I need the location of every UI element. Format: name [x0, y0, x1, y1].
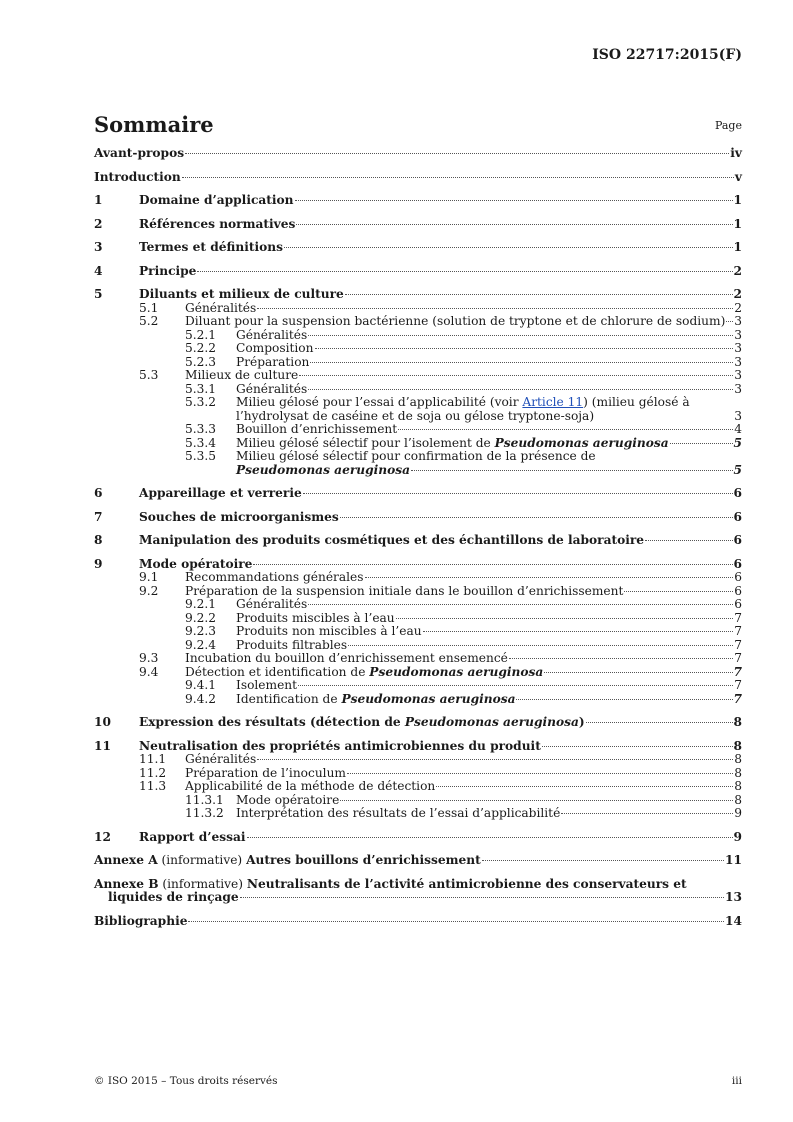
table-of-contents [94, 147, 742, 928]
species-name: Pseudomonas aeruginosa [369, 664, 544, 679]
toc-entry-title [185, 767, 346, 781]
dot-leader [516, 699, 732, 700]
toc-entry-number: 9.4.1 [185, 678, 217, 692]
toc-entry-title [139, 241, 283, 255]
toc-entry-title [94, 147, 184, 161]
toc-entry[interactable] [94, 558, 742, 572]
toc-entry-title-text: Diluants et milieux de culture [139, 287, 344, 301]
annex-note: (informative) [158, 876, 247, 891]
toc-entry-number: 5.3 [139, 368, 159, 382]
toc-entry-title-text: Mode opératoire [139, 556, 253, 571]
toc-entry-page: 3 [734, 381, 742, 396]
dot-leader [509, 658, 733, 659]
toc-entry-number: 11.3.1 [185, 792, 224, 807]
dot-leader [645, 540, 732, 541]
toc-entry-page: 6 [733, 486, 742, 500]
toc-entry-number: 12 [94, 829, 111, 844]
toc-entry-number: 11.2 [139, 765, 167, 780]
toc-entry-title-text: Généralités [185, 752, 257, 766]
toc-entry-title [236, 342, 314, 356]
toc-entry-number: 6 [94, 486, 103, 500]
dot-leader [185, 153, 729, 154]
toc-entry[interactable] [94, 585, 742, 599]
toc-entry[interactable] [94, 315, 742, 329]
toc-entry[interactable] [94, 342, 742, 356]
toc-entry-page: 8 [733, 738, 742, 753]
toc-entry-title [139, 265, 196, 279]
toc-entry-title [236, 437, 669, 451]
dot-leader [544, 672, 732, 673]
toc-entry-title [94, 854, 481, 868]
toc-entry[interactable] [94, 423, 742, 437]
toc-entry-number: 7 [94, 509, 103, 524]
page-number: iii [731, 1075, 742, 1087]
toc-entry-title-text: Recommandations générales [185, 570, 364, 584]
toc-entry-page: 8 [734, 779, 742, 793]
toc-entry-title [185, 780, 435, 794]
dot-leader [295, 200, 733, 201]
dot-leader [398, 429, 733, 430]
toc-entry-title [185, 302, 256, 316]
toc-entry-number: 9.2.4 [185, 637, 217, 652]
toc-entry-title-text: Références normatives [139, 216, 296, 231]
toc-entry-title-text: Expression des résultats (détection de [139, 715, 405, 729]
toc-entry-page: 3 [734, 368, 742, 382]
toc-entry-page: 8 [734, 792, 742, 807]
toc-entry[interactable] [94, 612, 742, 626]
annex-note: (informative) [157, 853, 247, 867]
species-name: Pseudomonas aeruginosa [494, 435, 669, 450]
toc-entry-number: 5.1 [139, 300, 159, 315]
toc-entry-title [94, 878, 742, 892]
toc-entry-title-text: Bibliographie [94, 913, 188, 928]
species-name: Pseudomonas aeruginosa [236, 462, 411, 477]
toc-entry-page: 3 [734, 408, 742, 423]
toc-entry-number: 9.4 [139, 664, 159, 679]
toc-entry-title [236, 794, 339, 808]
dot-leader [308, 604, 733, 605]
toc-entry-number: 5.3.3 [185, 422, 217, 436]
dot-leader [542, 746, 733, 747]
toc-title: Sommaire [94, 112, 214, 137]
toc-entry-title-text: Neutralisants de l’activité antimicrobienne des conservateurs et [246, 876, 687, 891]
toc-entry-page: 3 [734, 314, 742, 328]
toc-entry-number: 9.1 [139, 570, 159, 584]
toc-entry-number: 5.2.3 [185, 354, 217, 369]
page-column-label: Page [714, 119, 742, 132]
toc-entry-title [94, 171, 181, 185]
dot-leader [340, 517, 733, 518]
dot-leader [303, 493, 733, 494]
toc-entry-title [139, 558, 252, 572]
toc-entry-page: v [734, 169, 742, 184]
toc-entry-number: 9 [94, 556, 103, 571]
species-name: Pseudomonas aeruginosa [341, 691, 516, 706]
toc-entry-page: 7 [734, 678, 742, 692]
toc-entry-title-text: Milieu gélosé sélectif pour l’isolement de [236, 435, 495, 450]
toc-entry-title-text: Introduction [94, 169, 181, 184]
toc-entry-page: 7 [734, 624, 742, 638]
toc-entry-title [236, 450, 742, 464]
toc-entry-number: 1 [94, 193, 103, 207]
toc-entry[interactable] [94, 288, 742, 302]
dot-leader [347, 773, 733, 774]
toc-entry-page: 8 [734, 765, 742, 780]
dot-leader [340, 800, 733, 801]
toc-entry-number: 8 [94, 533, 103, 547]
toc-entry[interactable] [94, 356, 742, 370]
toc-entry-page: 2 [734, 300, 742, 315]
toc-entry[interactable] [94, 807, 742, 821]
toc-entry-title [139, 716, 585, 730]
toc-entry-page: 6 [733, 509, 742, 524]
toc-entry[interactable] [94, 396, 742, 423]
toc-entry-title-text: Généralités [236, 381, 308, 396]
toc-entry-title [236, 693, 515, 707]
toc-entry-page: 9 [733, 829, 742, 844]
toc-entry-number: 5 [94, 287, 103, 301]
toc-entry[interactable] [94, 383, 742, 397]
toc-entry-title-text: Identification de [236, 691, 342, 706]
toc-entry[interactable] [94, 218, 742, 232]
toc-entry-number: 2 [94, 216, 103, 231]
toc-entry-page: 3 [734, 354, 742, 369]
toc-entry[interactable] [94, 437, 742, 451]
toc-entry-page: 1 [733, 193, 742, 207]
toc-entry-page: 3 [734, 327, 742, 342]
toc-entry-page: 2 [733, 287, 742, 301]
toc-entry-title [236, 625, 422, 639]
toc-entry-number: 5.3.1 [185, 381, 217, 396]
toc-entry-title [139, 740, 541, 754]
toc-entry-title-text: Avant-propos [94, 146, 185, 160]
toc-entry-title-text: Produits non miscibles à l’eau [236, 624, 422, 638]
annex-label: Annexe B [94, 876, 159, 891]
toc-entry[interactable] [94, 147, 742, 161]
toc-entry-page: 6 [733, 556, 742, 571]
toc-entry-number: 11.3 [139, 779, 167, 793]
toc-entry-page: 9 [734, 806, 742, 820]
toc-entry[interactable] [94, 716, 742, 730]
toc-entry-title-text: Diluant pour la suspension bactérienne (solution de tryptone et de chlorure de sodium) [185, 314, 726, 328]
dot-leader [726, 321, 733, 322]
toc-entry-title [139, 194, 294, 208]
dot-leader [436, 786, 733, 787]
dot-leader [308, 335, 733, 336]
toc-entry-title-text: Préparation de la suspension initiale dans le bouillon d’enrichissement [185, 583, 624, 598]
toc-entry-title [236, 679, 297, 693]
toc-entry-title-text: Isolement [236, 678, 298, 692]
toc-entry-title-text: Domaine d’application [139, 193, 294, 207]
toc-entry[interactable] [94, 753, 742, 767]
toc-entry-title-text: Préparation [236, 354, 310, 369]
toc-entry-title [185, 652, 508, 666]
toc-entry-title [236, 356, 309, 370]
toc-entry-title [236, 396, 742, 423]
toc-entry-number: 10 [94, 715, 111, 729]
toc-entry-title-text: Applicabilité de la méthode de détection [185, 779, 436, 793]
dot-leader [298, 685, 733, 686]
toc-entry-title [236, 612, 395, 626]
toc-entry-title-text: Milieu gélosé sélectif pour confirmation de la présence de [236, 449, 596, 463]
toc-entry-page: 2 [733, 263, 742, 278]
document-id: ISO 22717:2015(F) [592, 47, 742, 63]
toc-entry-title [139, 831, 246, 845]
dot-leader [182, 177, 734, 178]
toc-entry-page: 7 [733, 691, 742, 706]
toc-entry-title [185, 571, 364, 585]
toc-entry-title [139, 511, 339, 525]
toc-entry[interactable] [94, 171, 742, 185]
toc-entry-page: 7 [734, 651, 742, 665]
toc-entry-title [139, 288, 344, 302]
toc-entry-number: 3 [94, 240, 103, 254]
toc-entry-number: 9.3 [139, 651, 159, 665]
toc-entry-title-text: Souches de microorganismes [139, 509, 339, 524]
toc-entry-number: 5.2 [139, 314, 159, 328]
toc-entry-number: 9.4.2 [185, 691, 217, 706]
toc-entry-number: 5.3.2 [185, 395, 217, 409]
toc-entry-title [185, 585, 623, 599]
toc-entry-title [236, 329, 307, 343]
toc-entry[interactable] [94, 652, 742, 666]
toc-entry-title [185, 666, 543, 680]
toc-entry[interactable] [94, 534, 742, 548]
annex-label: Annexe A [94, 853, 158, 867]
toc-entry-title [236, 383, 307, 397]
toc-entry-number: 5.2.2 [185, 341, 217, 355]
toc-entry-title-text: Termes et définitions [139, 240, 283, 254]
toc-entry[interactable] [94, 571, 742, 585]
toc-entry-page: 8 [733, 715, 742, 729]
toc-entry-title-text: Mode opératoire [236, 792, 340, 807]
toc-entry-number: 5.2.1 [185, 327, 217, 342]
toc-entry-title-text: Neutralisation des propriétés antimicrobiennes du produit [139, 738, 541, 753]
toc-entry-title-text: Milieu gélosé pour l’essai d’applicabilité (voir [236, 395, 523, 409]
toc-entry[interactable] [94, 241, 742, 255]
dot-leader [299, 375, 733, 376]
dot-leader [257, 308, 733, 309]
toc-entry-title [236, 639, 347, 653]
toc-entry-title [236, 598, 307, 612]
toc-entry-page: 7 [734, 637, 742, 652]
toc-entry[interactable] [94, 625, 742, 639]
dot-leader [247, 837, 733, 838]
toc-entry-title-text: Appareillage et verrerie [139, 486, 302, 500]
article-link[interactable]: Article 11 [522, 395, 584, 409]
dot-leader [670, 443, 733, 444]
toc-entry-number: 9.2.3 [185, 624, 217, 638]
toc-entry-page: 5 [733, 435, 742, 450]
toc-entry[interactable] [94, 693, 742, 707]
toc-entry-page: 3 [734, 341, 742, 355]
toc-entry-number: 9.2.2 [185, 610, 217, 625]
toc-entry-title-text: Produits filtrables [236, 637, 348, 652]
toc-entry[interactable] [94, 639, 742, 653]
toc-entry-number: 11.3.2 [185, 806, 224, 820]
toc-entry-title-text: Rapport d’essai [139, 829, 246, 844]
toc-entry-number: 11.1 [139, 752, 167, 766]
dot-leader [411, 470, 733, 471]
toc-entry-title-text: Détection et identification de [185, 664, 370, 679]
toc-entry-title-text: Généralités [236, 327, 308, 342]
toc-entry[interactable] [94, 831, 742, 845]
toc-entry-title-text: Interprétation des résultats de l’essai d’applicabilité [236, 806, 561, 820]
dot-leader [315, 348, 734, 349]
dot-leader [197, 271, 732, 272]
toc-entry[interactable] [94, 780, 742, 794]
toc-entry-page: 7 [733, 664, 742, 679]
dot-leader [310, 362, 733, 363]
toc-entry-number: 5.3.5 [185, 449, 217, 463]
toc-entry-title-text: Milieux de culture [185, 368, 299, 382]
toc-entry-page: iv [730, 146, 742, 160]
toc-entry-page: 6 [734, 570, 742, 584]
toc-entry[interactable] [94, 487, 742, 501]
toc-entry-number: 4 [94, 263, 103, 278]
toc-entry-title-text: ) (milieu gélosé à l’hydrolysat de caséine et de soja ou gélose tryptone-soja) [236, 395, 690, 423]
dot-leader [345, 294, 733, 295]
toc-entry[interactable] [94, 450, 742, 477]
toc-entry-page: 7 [734, 610, 742, 625]
toc-entry-title-text: liquides de rinçage [108, 890, 239, 904]
toc-entry-title [185, 753, 256, 767]
dot-leader [296, 224, 732, 225]
toc-entry-title [139, 534, 644, 548]
toc-entry-title [94, 915, 187, 929]
toc-entry-title [139, 218, 295, 232]
toc-entry-page: 11 [725, 853, 742, 867]
toc-entry-page: 13 [725, 890, 742, 904]
toc-entry[interactable] [94, 915, 742, 929]
toc-entry-page: 8 [734, 752, 742, 766]
toc-entry-title [185, 315, 725, 329]
toc-entry[interactable] [94, 794, 742, 808]
toc-entry[interactable] [94, 679, 742, 693]
dot-leader [257, 759, 733, 760]
toc-entry[interactable] [94, 767, 742, 781]
toc-entry-page: 6 [733, 533, 742, 547]
toc-entry[interactable] [94, 666, 742, 680]
toc-entry[interactable] [94, 740, 742, 754]
toc-entry-title-text: Préparation de l’inoculum [185, 765, 346, 780]
toc-entry-page: 5 [733, 462, 742, 477]
toc-entry-number: 9.2 [139, 583, 159, 598]
toc-entry-title [236, 423, 397, 437]
toc-entry-title-text: Incubation du bouillon d’enrichissement ensemencé [185, 651, 508, 665]
toc-entry-title-text: Composition [236, 341, 314, 355]
copyright-notice: © ISO 2015 – Tous droits réservés [94, 1075, 278, 1087]
toc-entry-page: 14 [725, 913, 742, 928]
toc-entry-title [139, 487, 302, 501]
species-name: Pseudomonas aeruginosa [404, 715, 579, 729]
dot-leader [188, 921, 724, 922]
toc-entry-title-text: Autres bouillons d’enrichissement [246, 853, 481, 867]
toc-entry[interactable] [94, 369, 742, 383]
toc-entry[interactable] [94, 329, 742, 343]
toc-entry-title-text: Bouillon d’enrichissement [236, 422, 398, 436]
dot-leader [284, 247, 733, 248]
toc-entry-title-text: Généralités [236, 597, 308, 611]
toc-entry[interactable] [94, 854, 742, 868]
toc-entry[interactable] [94, 302, 742, 316]
dot-leader [423, 631, 734, 632]
dot-leader [624, 591, 733, 592]
dot-leader [365, 577, 734, 578]
dot-leader [348, 645, 733, 646]
toc-entry-title-text: ) [578, 715, 585, 729]
toc-entry-page: 4 [734, 422, 742, 436]
toc-entry-number: 5.3.4 [185, 435, 217, 450]
dot-leader [253, 564, 732, 565]
toc-entry-number: 9.2.1 [185, 597, 217, 611]
dot-leader [561, 813, 733, 814]
toc-entry-title [185, 369, 298, 383]
toc-entry-title [236, 807, 560, 821]
toc-entry[interactable] [94, 878, 742, 905]
toc-entry[interactable] [94, 511, 742, 525]
toc-entry[interactable] [94, 194, 742, 208]
toc-entry-title-text: Produits miscibles à l’eau [236, 610, 395, 625]
toc-entry-page: 6 [734, 597, 742, 611]
toc-entry-title-text: Manipulation des produits cosmétiques et des échantillons de laboratoire [139, 533, 645, 547]
dot-leader [396, 618, 734, 619]
toc-entry[interactable] [94, 265, 742, 279]
dot-leader [586, 722, 733, 723]
toc-entry-title-text: Principe [139, 263, 197, 278]
toc-entry-page: 6 [734, 583, 742, 598]
dot-leader [308, 389, 733, 390]
toc-entry-page: 1 [733, 216, 742, 231]
dot-leader [240, 897, 724, 898]
toc-entry-number: 11 [94, 738, 111, 753]
dot-leader [482, 860, 724, 861]
toc-entry-page: 1 [733, 240, 742, 254]
toc-entry[interactable] [94, 598, 742, 612]
toc-entry-title-text: Généralités [185, 300, 257, 315]
